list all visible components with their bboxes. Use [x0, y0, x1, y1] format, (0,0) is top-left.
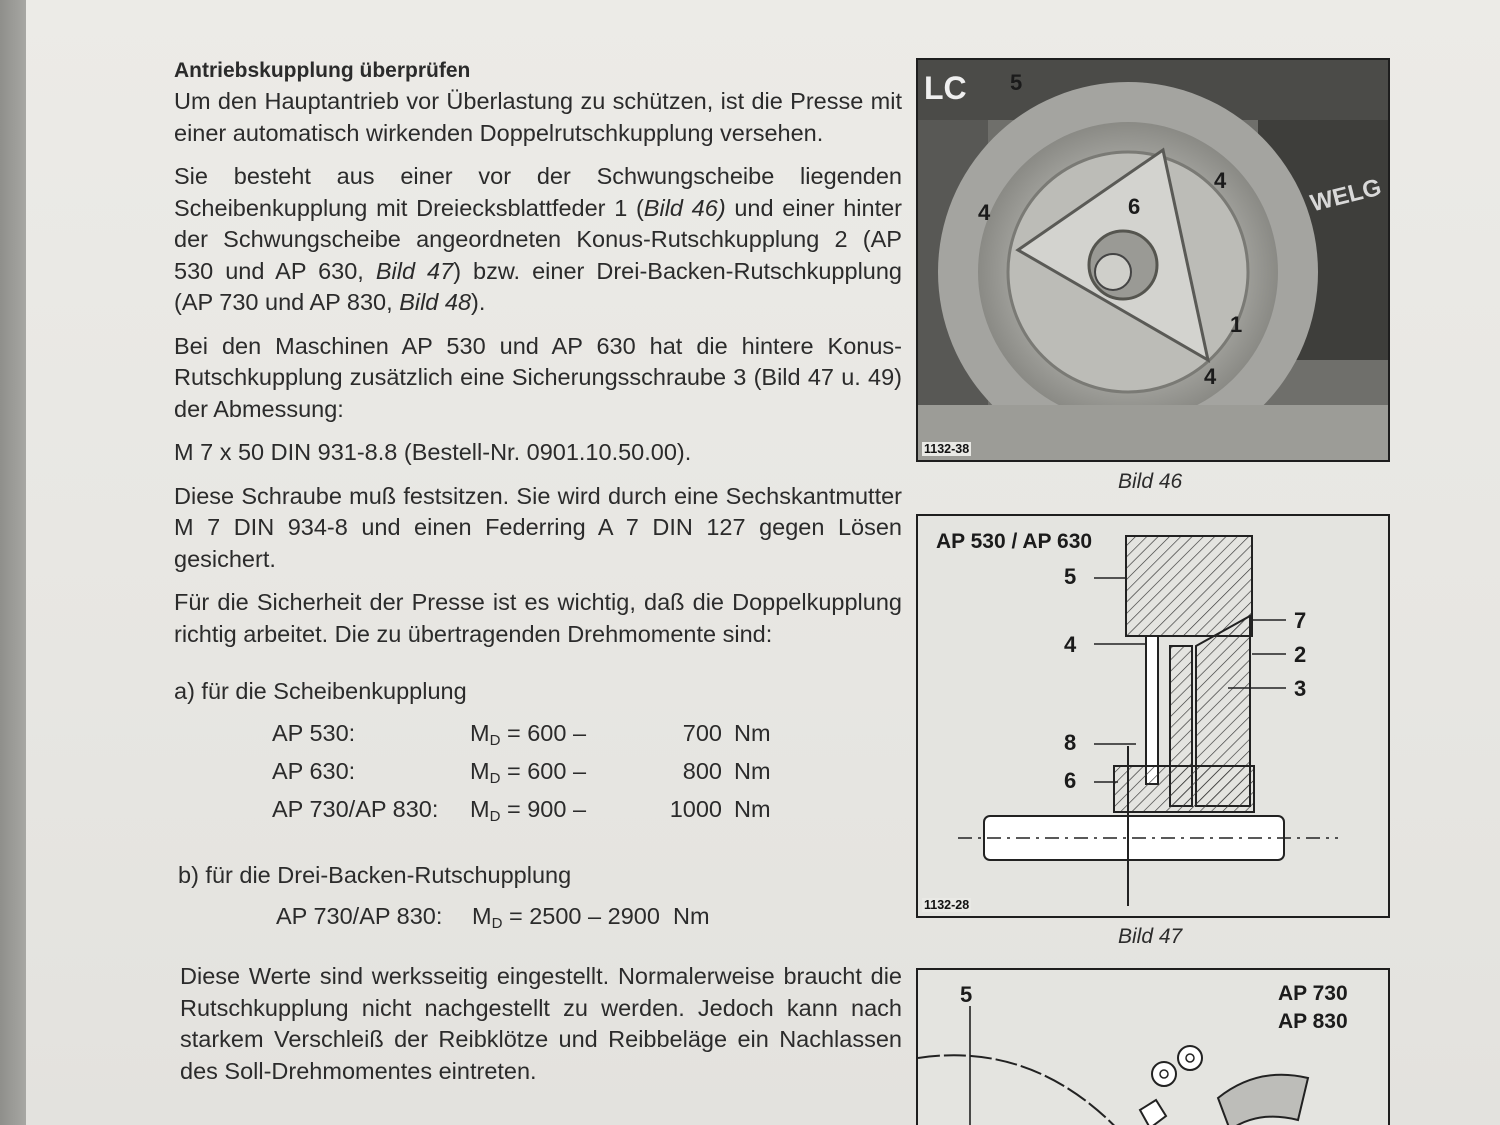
torque-table-b — [276, 901, 902, 939]
callout-2: 2 — [1294, 642, 1307, 667]
logo-text: LC — [924, 70, 967, 106]
text-column — [174, 56, 902, 1099]
paragraph-dimension: M 7 x 50 DIN 931-8.8 (Bestell-Nr. 0901.10.50.00). — [174, 439, 692, 465]
callout-3: 3 — [1294, 676, 1307, 701]
paragraph-torques: Für die Sicherheit der Presse ist es wichtig, daß die Doppelkupplung richtig arbeitet. Die zu übertragenden Drehmomente sind: — [174, 589, 902, 647]
callout-4: 4 — [1064, 632, 1077, 657]
figure-46-caption: Bild 46 — [1118, 470, 1183, 493]
callout-6: 6 — [1128, 194, 1141, 219]
drawing-reference: 1132-28 — [924, 898, 970, 912]
paragraph-factory-settings: Diese Werte sind werksseitig eingestellt. Normalerweise braucht die Rutschkupplung nicht nachgestellt zu werden. Jedoch kann nach starkem Verschleiß der Reibklötze und Reibbeläge ein Nachlassen des Soll-Drehmomentes eintreten. — [180, 963, 902, 1084]
figure-ref: Bild 47 — [375, 257, 454, 284]
torque-row: AP 730/AP 830: $M_D = 2500 - 2900$ Nm — [276, 903, 710, 932]
paragraph-safety-screw: Bei den Maschinen AP 530 und AP 630 hat die hintere Konus-Rutschkupplung zusätzlich eine Sicherungsschraube 3 (Bild 47 u. 49) der Abmessung: — [174, 332, 902, 422]
figure-46-photo — [916, 58, 1390, 462]
figure-ref: Bild 46) — [643, 194, 726, 221]
torque-row: AP 530: $M_D = 600$ – 700 Nm — [272, 719, 771, 749]
figure-47-caption: Bild 47 — [1118, 925, 1183, 948]
drawing-title-1: AP 730 — [1278, 982, 1348, 1005]
page-shadow-edge — [0, 0, 28, 1125]
subheading-b: b) für die Drei-Backen-Rutschupplung — [178, 861, 572, 888]
figure-47-drawing — [916, 514, 1390, 918]
torque-row: AP 630: $M_D = 600$ – 800 Nm — [272, 757, 771, 787]
paragraph-construction: Sie besteht aus einer vor der Schwungscheibe liegenden Scheibenkupplung mit Dreiecksblattfeder 1 (Bild 46) und einer hinter der Schwungscheibe angeordneten Konus-Rutschkupplung 2 (AP 530 und AP 630, Bild 47) bzw. einer Drei-Backen-Rutschkupplung (AP 730 und AP 830, Bild 48). — [174, 163, 903, 315]
torque-table-a — [272, 718, 902, 832]
brand-text: WELG — [1307, 173, 1385, 218]
photo-reference: 1132-38 — [924, 442, 970, 456]
subheading-a: a) für die Scheibenkupplung — [174, 678, 467, 704]
callout-5: 5 — [1064, 564, 1077, 589]
clutch-photo-drawing — [918, 60, 1390, 462]
section-heading: Antriebskupplung überprüfen — [174, 59, 471, 82]
callout-1: 1 — [1230, 312, 1243, 337]
drawing-title: AP 530 / AP 630 — [936, 530, 1093, 553]
paragraph-intro: Um den Hauptantrieb vor Überlastung zu schützen, ist die Presse mit einer automatisch wirkenden Doppelrutschkupplung versehen. — [174, 88, 902, 146]
callout-6: 6 — [1064, 768, 1077, 793]
callout-4: 4 — [1214, 168, 1227, 193]
callout-7: 7 — [1294, 608, 1307, 633]
torque-row: AP 730/AP 830: $M_D = 900$ – 1000 Nm — [272, 795, 771, 825]
callout-4: 4 — [978, 200, 991, 225]
callout-5: 5 — [1010, 70, 1023, 95]
callout-4: 4 — [1204, 364, 1217, 389]
figure-48-drawing — [916, 968, 1390, 1125]
drawing-title-2: AP 830 — [1278, 1010, 1348, 1033]
callout-5: 5 — [960, 982, 973, 1007]
callout-8: 8 — [1064, 730, 1077, 755]
paragraph-screw-fixing: Diese Schraube muß festsitzen. Sie wird durch eine Sechskantmutter M 7 DIN 934-8 und einen Federring A 7 DIN 127 gegen Lösen gesichert. — [174, 482, 902, 572]
clutch-section-drawing — [918, 516, 1390, 918]
manual-page — [26, 0, 1500, 1125]
figure-ref: Bild 48 — [399, 289, 472, 315]
